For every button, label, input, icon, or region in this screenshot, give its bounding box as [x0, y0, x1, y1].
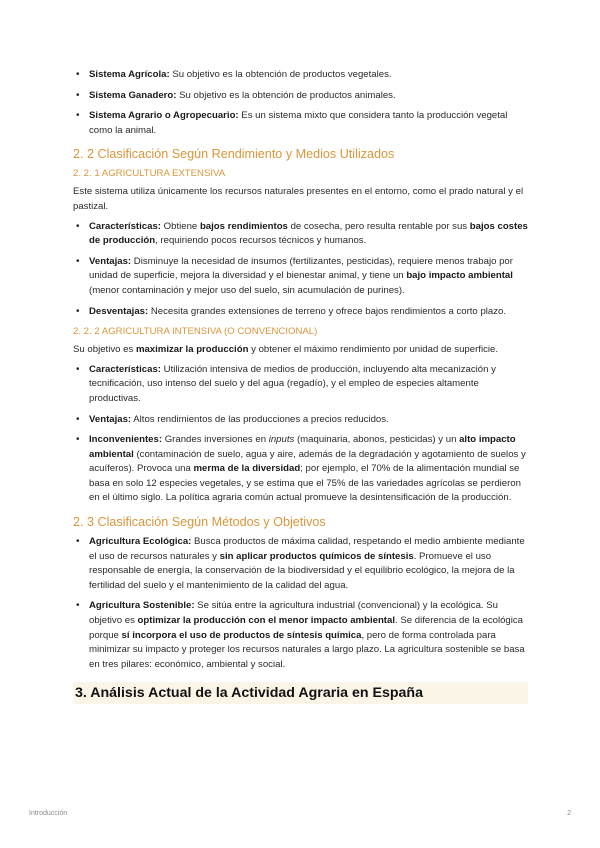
subsection-heading-extensiva: 2. 2. 1 AGRICULTURA EXTENSIVA	[73, 168, 226, 180]
list-item: • Ventajas: Altos rendimientos de las producciones a precios reducidos.	[73, 413, 528, 428]
subsection-heading-intensiva: 2. 2. 2 AGRICULTURA INTENSIVA (O CONVENCIONAL)	[73, 326, 318, 338]
paragraph-intensiva: Su objetivo es maximizar la producción y obtener el máximo rendimiento por unidad de superficie.	[73, 344, 499, 356]
list-item: • Sistema Agrícola: Su objetivo es la obtención de productos vegetales.	[73, 68, 528, 83]
section-heading-metodos: 2. 3 Clasificación Según Métodos y Objetivos	[73, 515, 326, 530]
chapter-heading-analisis: 3. Análisis Actual de la Actividad Agraria en España	[73, 682, 528, 704]
list-item: • Agricultura Ecológica: Busca productos de máxima calidad, respetando el medio ambiente mediante el uso de recursos naturales y sin aplicar productos químicos de síntesis. Promueve el uso responsable de energía, la conservación de la biodiversidad y el equilibrio ecológico, la mejora de la fertilidad del suelo y el mantenimiento de la calidad del agua.	[73, 535, 528, 593]
list-item: • Sistema Ganadero: Su objetivo es la obtención de productos animales.	[73, 89, 528, 104]
list-item: • Agricultura Sostenible: Se sitúa entre la agricultura industrial (convencional) y la ecológica. Su objetivo es optimizar la producción con el menor impacto ambiental. Se diferencia de la ecológica porque sí incorpora el uso de productos de síntesis química, pero de forma controlada para minimizar su impacto y proteger los recursos naturales a largo plazo. La agricultura sostenible se basa en tres pilares: económico, ambiental y social.	[73, 599, 528, 672]
list-item: • Inconvenientes: Grandes inversiones en inputs (maquinaria, abonos, pesticidas) y un alto impacto ambiental (contaminación de suelo, agua y aire, además de la degradación y agotamiento de suelos y acuíferos). Provoca una merma de la diversidad; por ejemplo, el 70% de la alimentación mundial se basa en solo 12 especies vegetales, y se estima que el 75% de las variedades agrícolas se perdieron en el último siglo. La política agraria común actual promueve la desintensificación de la producción.	[73, 433, 528, 506]
paragraph-extensiva: Este sistema utiliza únicamente los recursos naturales presentes en el entorno, como el prado natural y el pastizal.	[73, 186, 524, 212]
extensiva-list	[73, 220, 528, 320]
list-item: • Características: Obtiene bajos rendimientos de cosecha, pero resulta rentable por sus bajos costes de producción, requiriendo pocos recursos técnicos y humanos.	[73, 220, 528, 249]
page-number: 2	[567, 810, 571, 817]
agrarian-systems-list	[73, 68, 528, 138]
list-item: • Características: Utilización intensiva de medios de producción, incluyendo alta mecanización y tecnificación, uso intenso del suelo y del agua (regadío), y el empleo de especies altamente productivas.	[73, 363, 528, 407]
metodos-list	[73, 535, 528, 672]
document-page	[73, 68, 528, 704]
list-item: • Desventajas: Necesita grandes extensiones de terreno y ofrece bajos rendimientos a corto plazo.	[73, 305, 528, 320]
section-heading-rendimiento: 2. 2 Clasificación Según Rendimiento y Medios Utilizados	[73, 147, 395, 162]
intensiva-list	[73, 363, 528, 506]
footer-section-label: Introducción	[29, 810, 68, 817]
list-item: • Ventajas: Disminuye la necesidad de insumos (fertilizantes, pesticidas), requiere menos trabajo por unidad de superficie, mejora la diversidad y el bienestar animal, y tiene un bajo impacto ambiental (menor contaminación y mejor uso del suelo, sin acumulación de purines).	[73, 255, 528, 299]
list-item: • Sistema Agrario o Agropecuario: Es un sistema mixto que considera tanto la producción vegetal como la animal.	[73, 109, 528, 138]
